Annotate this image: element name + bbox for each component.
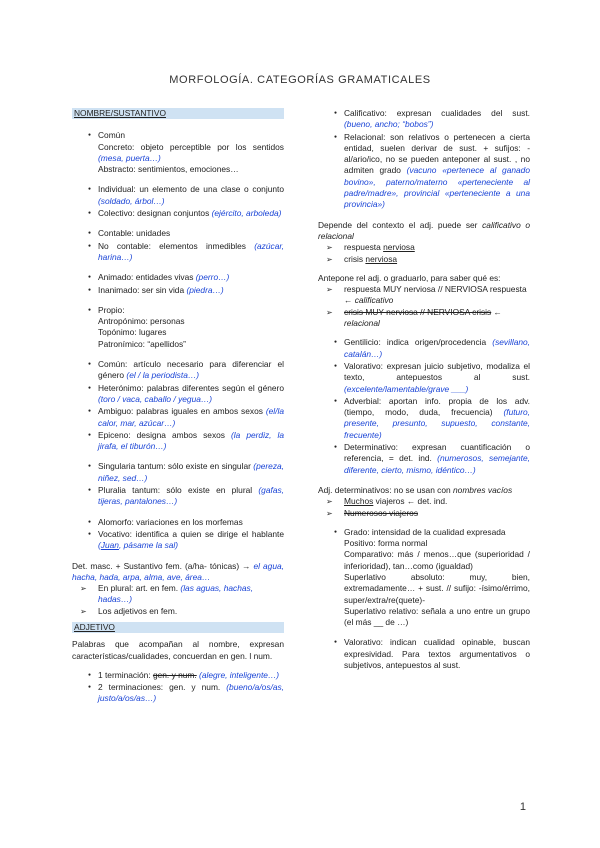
adj-types-list xyxy=(318,108,530,211)
list-item-grado: ● Grado: intensidad de la cualidad expresada Positivo: forma normal Comparativo: más / menos…que (superioridad / inferioridad), tan…como (igualdad) Superlativo absoluto: muy, bien, extremadamente… + sust. // sufijo: -ísimo/érrimo, super/extra/re(quete)- Superlativo relativo: señala a uno entre un grupo (el más __ de …) xyxy=(318,527,530,629)
list-item-individual: ● Individual: un elemento de una clase o conjunto (soldado, árbol…) xyxy=(72,184,284,207)
list-item-1-terminacion: ● 1 terminación: gen. y num. (alegre, inteligente…) xyxy=(72,670,284,681)
context-examples xyxy=(318,242,530,265)
list-item-determinativo: ● Determinativo: expresan cuantificación o referencia, = det. ind. (numerosos, semejante, diferente, cierto, mismo, idéntico…) xyxy=(318,442,530,476)
adj-terminations-list xyxy=(72,670,284,705)
list-item-no-contable: ● No contable: elementos inmedibles (azúcar, harina…) xyxy=(72,241,284,264)
list-item-propio: ● Propio: Antropónimo: personas Topónimo: lugares Patronímico: “apellidos” xyxy=(72,305,284,350)
list-item-heteronimo: ● Heterónimo: palabras diferentes según el género (toro / vaca, caballo / yegua…) xyxy=(72,383,284,406)
list-item-alomorfo: ● Alomorfo: variaciones en los morfemas xyxy=(72,517,284,528)
noun-list xyxy=(72,130,284,551)
list-item-vocativo: ● Vocativo: identifica a quien se dirige el hablante (Juan, pásame la sal) xyxy=(72,529,284,552)
right-column xyxy=(318,108,530,672)
list-item-animado: ● Animado: entidades vivas (perro…) xyxy=(72,272,284,283)
arrow-item-crisis: ➢ crisis nerviosa xyxy=(318,254,530,265)
list-item-2-terminaciones: ● 2 terminaciones: gen. y num. (bueno/a/os/as, justo/a/os/as…) xyxy=(72,682,284,705)
arrow-item-muchos: ➢ Muchos viajeros ← det. ind. xyxy=(318,496,530,507)
left-column xyxy=(72,108,284,706)
list-item-singularia: ● Singularia tantum: sólo existe en singular (pereza, niñez, sed…) xyxy=(72,461,284,484)
arrow-item-muy-respuesta: ➢ respuesta MUY nerviosa // NERVIOSA respuesta ← calificativo xyxy=(318,284,530,307)
list-item-comun: ● Común Concreto: objeto perceptible por los sentidos (mesa, puerta…) Abstracto: sentimientos, emociones… xyxy=(72,130,284,175)
page-number: 1 xyxy=(519,801,526,813)
arrow-item-muy-crisis: ➢ crisis MUY nerviosa // NERVIOSA crisis ← relacional xyxy=(318,307,530,330)
list-item-calificativo: ● Calificativo: expresan cualidades del sust. (bueno, ancho; “bobos”) xyxy=(318,108,530,131)
antepone-note: Antepone rel adj. o graduarlo, para saber qué es: xyxy=(318,272,501,283)
arrow-item-numerosos: ➢ Numerosos viajeros xyxy=(318,508,530,519)
arrow-item-adj: ➢ Los adjetivos en fem. xyxy=(72,606,284,617)
adj-det-note: Adj. determinativos: no se usan con nombres vacíos xyxy=(318,484,513,495)
arrow-item-plural: ➢ En plural: art. en fem. (las aguas, hachas, hadas…) xyxy=(72,583,284,606)
list-item-relacional: ● Relacional: son relativos o pertenecen a cierta entidad, suelen derivar de sust. + sufijos: -al/ario/ico, no se pueden anteponer al sust. , no admiten grado (vacuno «pertenece al ganado bovino», paterno/materno «perteneciente al padre/madre», provincial «perteneciente a una provincia») xyxy=(318,132,530,211)
list-item-contable: ● Contable: unidades xyxy=(72,228,284,239)
arrow-item-respuesta: ➢ respuesta nerviosa xyxy=(318,242,530,253)
page-title: MORFOLOGÍA. CATEGORÍAS GRAMATICALES xyxy=(169,74,431,86)
adj-det-examples xyxy=(318,496,530,519)
antepone-examples xyxy=(318,284,530,329)
section-header-noun: NOMBRE/SUSTANTIVO xyxy=(72,108,284,119)
list-item-gentilicio: ● Gentilicio: indica origen/procedencia (sevillano, catalán…) xyxy=(318,337,530,360)
section-header-adjetivo: ADJETIVO xyxy=(72,622,284,633)
adj-classes-list xyxy=(318,337,530,476)
list-item-ambiguo: ● Ambiguo: palabras iguales en ambos sexos (el/la calor, mar, azúcar…) xyxy=(72,406,284,429)
list-item-pluralia: ● Pluralia tantum: sólo existe en plural (gafas, tijeras, pantalones…) xyxy=(72,485,284,508)
det-rule-list xyxy=(72,583,284,617)
list-item-comun-genero: ● Común: artículo necesario para diferenciar el género (el / la periodista…) xyxy=(72,359,284,382)
list-item-valorativo-2: ● Valorativo: indican cualidad opinable, buscan expresividad. Para textos argumentativos o subjetivos, antepuestos al sust. xyxy=(318,637,530,671)
list-item-colectivo: ● Colectivo: designan conjuntos (ejército, arboleda) xyxy=(72,208,284,219)
context-note: Depende del contexto el adj. puede ser calificativo o relacional xyxy=(318,219,530,241)
adj-intro: Palabras que acompañan al nombre, expresan características/cualidades, concuerdan en gen. l num. xyxy=(72,639,284,661)
list-item-adverbial: ● Adverbial: aportan info. propia de los adv. (tiempo, modo, duda, frecuencia) (futuro, presente, presunto, supuesto, constante, frecuente) xyxy=(318,396,530,441)
det-rule: Det. masc. + Sustantivo fem. (a/ha- tónicas) → el agua, hacha, hada, arpa, alma, ave, área… xyxy=(72,560,284,582)
grado-list xyxy=(318,527,530,672)
list-item-epiceno: ● Epiceno: designa ambos sexos (la perdiz, la jirafa, el tiburón…) xyxy=(72,430,284,453)
list-item-valorativo: ● Valorativo: expresan juicio subjetivo, modaliza el texto, antepuestos al sust. (excelente/lamentable/grave ___) xyxy=(318,361,530,395)
list-item-inanimado: ● Inanimado: ser sin vida (piedra…) xyxy=(72,285,284,296)
